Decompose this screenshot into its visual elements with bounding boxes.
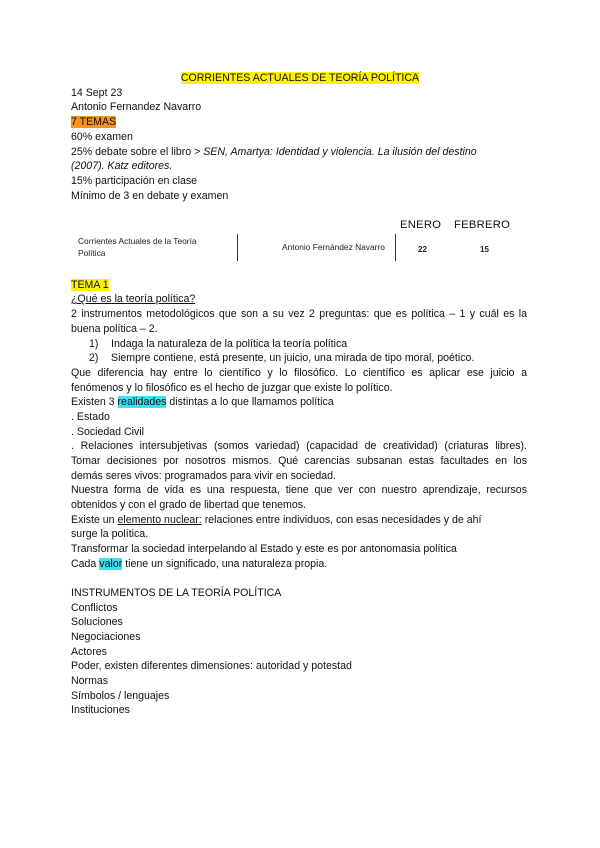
grading-minimum: Mínimo de 3 en debate y examen — [71, 190, 229, 202]
list-item: Instituciones — [71, 704, 130, 716]
highlight-realidades: realidades — [117, 396, 167, 408]
list-item: Conflictos — [71, 602, 118, 614]
list-item: Símbolos / lenguajes — [71, 690, 170, 702]
paragraph-8: Cada valor tiene un significado, una naturaleza propia. — [71, 558, 328, 570]
list-item: Soluciones — [71, 616, 123, 628]
author-line: Antonio Fernandez Navarro — [71, 101, 202, 113]
paragraph-5-line1: Nuestra forma de vida es una respuesta, tiene que ver con nuestro aprendizaje, recursos — [71, 484, 527, 496]
item-relaciones: . Relaciones intersubjetivas (somos variedad) (capacidad de creatividad) (criaturas libres). — [71, 440, 527, 452]
list-item: 2) Siempre contiene, está presente, un juicio, una mirada de tipo moral, poético. — [89, 352, 475, 364]
item-estado: . Estado — [71, 411, 110, 423]
header-enero: ENERO — [400, 219, 442, 231]
debate-book-title: SEN, Amartya: Identidad y violencia. La ilusión del destino — [203, 146, 477, 158]
paragraph-5-line2: obtenidos y con el grado de libertad que tenemos. — [71, 499, 306, 511]
date-line: 14 Sept 23 — [71, 87, 123, 99]
paragraph-1-line1: 2 instrumentos metodológicos que son a su vez 2 preguntas: que es política – 1 y cuál es la — [71, 308, 527, 320]
grading-exam: 60% examen — [71, 131, 133, 143]
elemento-nuclear: elemento nuclear: — [117, 514, 202, 526]
item-sociedad-civil: . Sociedad Civil — [71, 426, 145, 438]
paragraph-6-line1: Existe un elemento nuclear: relaciones entre individuos, con esas necesidades y de ahí — [71, 514, 482, 526]
paragraph-6-line2: surge la política. — [71, 528, 149, 540]
highlight-valor: valor — [99, 558, 123, 570]
paragraph-2-line2: fenómenos y lo filosófico es el hecho de juzgar que existe lo político. — [71, 382, 393, 394]
table-divider-2 — [395, 234, 396, 261]
course-name-line2: Política — [78, 248, 106, 258]
document-title: CORRIENTES ACTUALES DE TEORÍA POLÍTICA — [180, 72, 420, 84]
paragraph-4-line2: demás seres vivos: programados para vivir en sociedad. — [71, 470, 336, 482]
table-divider-1 — [237, 234, 238, 261]
temas-badge: 7 TEMAS — [71, 116, 117, 128]
header-febrero: FEBRERO — [454, 219, 511, 231]
list-item: Negociaciones — [71, 631, 141, 643]
professor-name: Antonio Fernández Navarro — [282, 242, 385, 252]
paragraph-7: Transformar la sociedad interpelando al Estado y este es por antonomasia política — [71, 543, 457, 555]
list-item: Poder, existen diferentes dimensiones: autoridad y potestad — [71, 660, 352, 672]
grading-debate: 25% debate sobre el libro > SEN, Amartya: Identidad y violencia. La ilusión del destino — [71, 146, 477, 158]
list-item: Actores — [71, 646, 107, 658]
paragraph-3: Existen 3 realidades distintas a lo que llamamos política — [71, 396, 334, 408]
paragraph-2-line1: Que diferencia hay entre lo científico y lo filosófico. Lo científico es aplicar ese juicio a — [71, 367, 527, 379]
tema1-heading-line — [71, 278, 109, 292]
tema1-question: ¿Qué es la teoría política? — [71, 293, 196, 305]
tema1-heading: TEMA 1 — [71, 279, 109, 291]
enero-value: 22 — [418, 245, 427, 254]
instrumentos-heading: INSTRUMENTOS DE LA TEORÍA POLÍTICA — [71, 587, 282, 599]
temas-badge-line — [71, 115, 116, 129]
list-item: Normas — [71, 675, 109, 687]
course-name-line1: Corrientes Actuales de la Teoría — [78, 236, 197, 246]
debate-book-publisher: (2007). Katz editores. — [71, 160, 173, 172]
paragraph-4-line1: Tomar decisiones por nosotros mismos. Qué carencias subsanan estas facultades en los — [71, 455, 527, 467]
grading-participation: 15% participación en clase — [71, 175, 198, 187]
febrero-value: 15 — [480, 245, 489, 254]
list-item: 1) Indaga la naturaleza de la política la teoría política — [89, 338, 348, 350]
paragraph-1-line2: buena política – 2. — [71, 323, 158, 335]
